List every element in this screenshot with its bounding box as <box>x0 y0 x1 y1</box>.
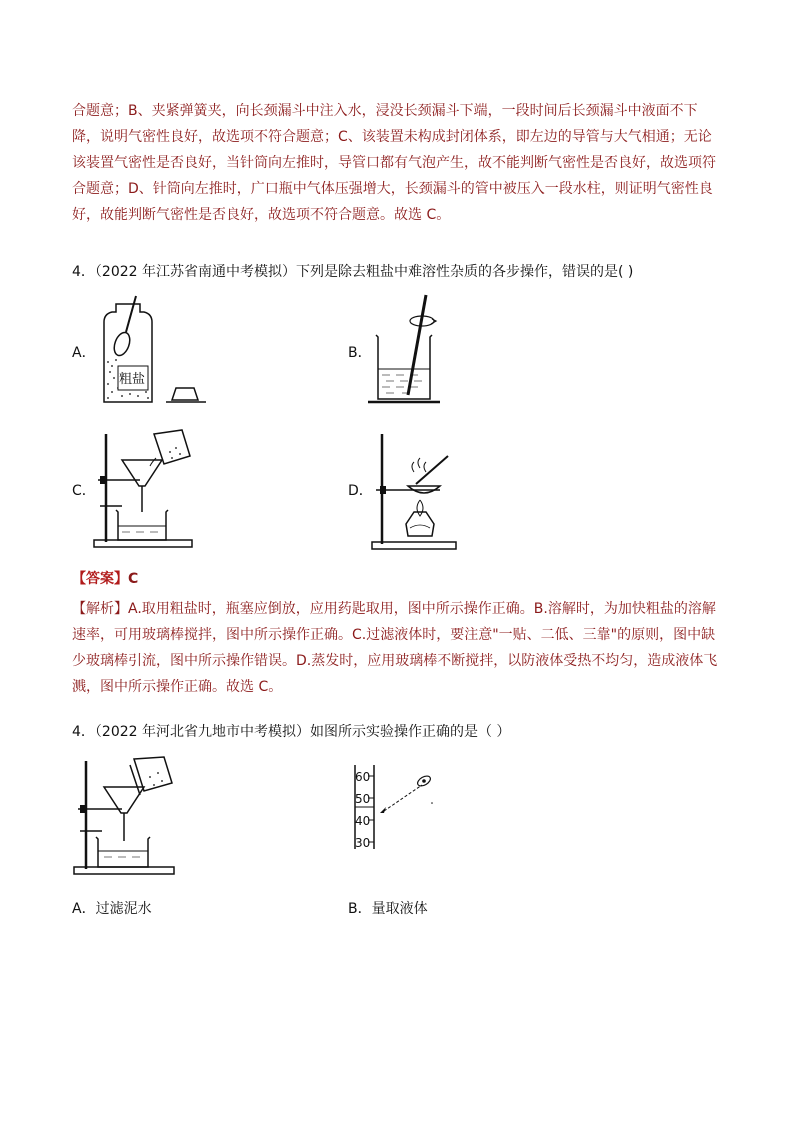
cylinder-tick-50: 50 <box>355 792 371 806</box>
reagent-bottle-figure <box>96 292 206 407</box>
analysis-paragraph <box>72 596 722 700</box>
analysis-line: 速率，可用玻璃棒搅拌，图中所示操作正确。C.过滤液体时，要注意"一贴、二低、三靠"的原则，图中缺 <box>72 627 716 643</box>
beaker-stirring-figure <box>368 295 448 407</box>
option-b-label: B． <box>348 345 372 361</box>
filtration-figure-c <box>92 428 202 548</box>
answer-value: C <box>128 571 139 587</box>
option-d-label: D． <box>348 483 373 499</box>
option-a-label: A． <box>72 345 96 361</box>
cylinder-tick-40: 40 <box>355 814 371 828</box>
explanation-line: 降，说明气密性良好，故选项不符合题意；C、该装置未构成封闭体系，即左边的导管与大气相通；无论 <box>72 129 712 145</box>
q2-option-b: B．量取液体 <box>348 901 428 917</box>
answer-label: 【答案】 <box>72 571 128 587</box>
answer-line <box>72 568 138 588</box>
explanation-line: 合题意；D、针筒向左推时，广口瓶中气体压强增大，长颈漏斗的管中被压入一段水柱，则证明气密性良 <box>72 181 713 197</box>
cylinder-tick-60: 60 <box>355 770 371 784</box>
explanation-line: 好，故能判断气密性是否良好，故选项不符合题意。故选 C。 <box>72 207 451 223</box>
question-1-stem: 4．（2022 年江苏省南通中考模拟）下列是除去粗盐中难溶性杂质的各步操作，错误的是( ) <box>72 264 634 280</box>
filtration-figure-a <box>72 757 182 877</box>
explanation-line: 该装置气密性是否良好，当针筒向左推时，导管口都有气泡产生，故不能判断气密性是否良好，故选项符 <box>72 155 716 171</box>
analysis-line: 溅，图中所示操作正确。故选 C。 <box>72 679 283 695</box>
analysis-line: 【解析】A.取用粗盐时，瓶塞应倒放，应用药匙取用，图中所示操作正确。B.溶解时，为加快粗盐的溶解 <box>72 601 716 617</box>
analysis-line: 少玻璃棒引流，图中所示操作错误。D.蒸发时，应用玻璃棒不断搅拌，以防液体受热不均匀，造成液体飞 <box>72 653 718 669</box>
question-2-stem: 4．（2022 年河北省九地市中考模拟）如图所示实验操作正确的是（ ） <box>72 724 511 740</box>
explanation-line: 合题意；B、夹紧弹簧夹，向长颈漏斗中注入水，浸没长颈漏斗下端，一段时间后长颈漏斗中液面不下 <box>72 103 698 119</box>
q2-option-a: A．过滤泥水 <box>72 901 152 917</box>
cylinder-tick-30: 30 <box>355 836 371 850</box>
bottle-label: 粗盐 <box>119 372 146 387</box>
previous-explanation <box>72 98 722 228</box>
option-c-label: C． <box>72 483 96 499</box>
evaporation-figure <box>370 428 460 550</box>
